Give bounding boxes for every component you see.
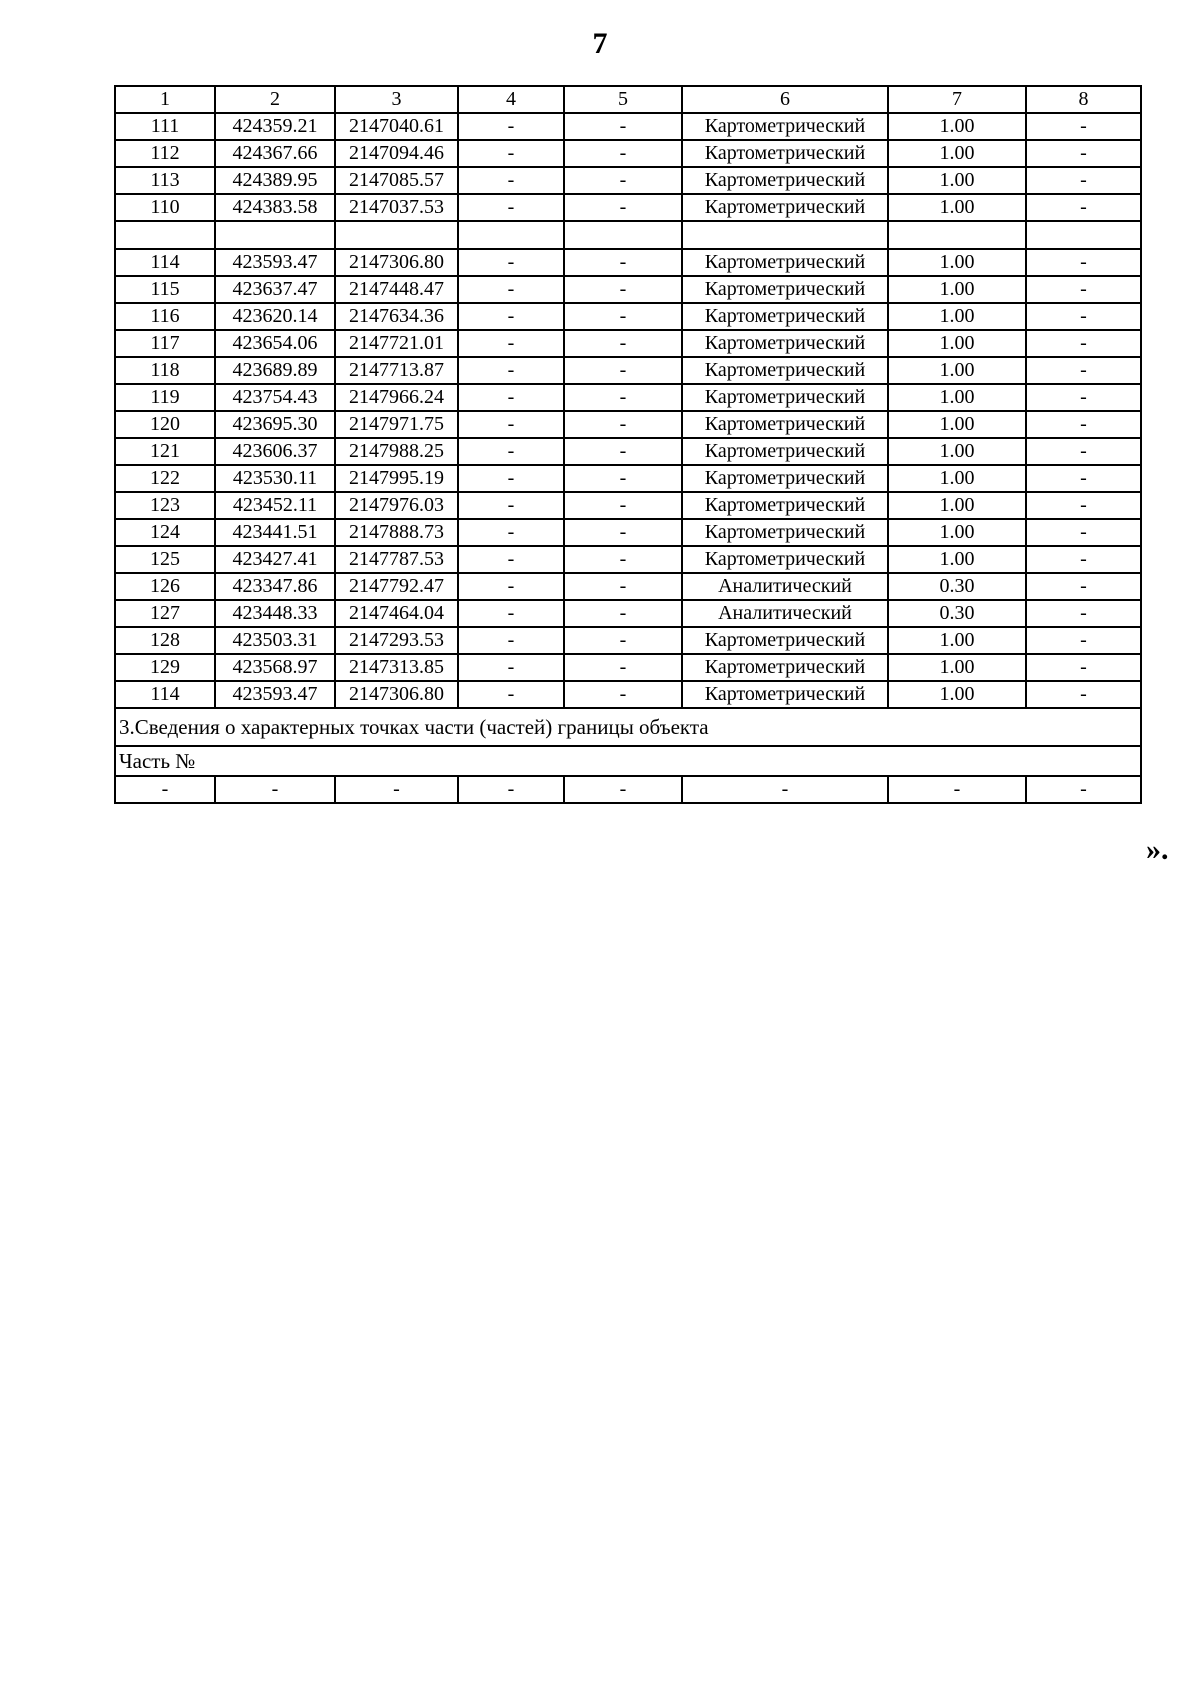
table-cell: 123 xyxy=(115,492,215,519)
table-cell: - xyxy=(458,546,564,573)
table-cell: 0.30 xyxy=(888,573,1026,600)
table-cell: 423695.30 xyxy=(215,411,335,438)
table-cell: 2147293.53 xyxy=(335,627,458,654)
table-cell: 118 xyxy=(115,357,215,384)
table-cell: 113 xyxy=(115,167,215,194)
table-row xyxy=(115,776,1141,803)
table-row xyxy=(115,627,1141,654)
table-row xyxy=(115,140,1141,167)
part-label-row xyxy=(115,746,1141,776)
table-cell: 1.00 xyxy=(888,167,1026,194)
table-cell: - xyxy=(1026,384,1141,411)
table-cell: 2147094.46 xyxy=(335,140,458,167)
table-cell: - xyxy=(1026,357,1141,384)
table-cell: - xyxy=(1026,249,1141,276)
table-cell: - xyxy=(1026,411,1141,438)
header-cell: 2 xyxy=(215,86,335,113)
table-cell: 2147040.61 xyxy=(335,113,458,140)
table-cell: 423754.43 xyxy=(215,384,335,411)
table-cell: 119 xyxy=(115,384,215,411)
closing-quote-mark: ». xyxy=(1146,833,1169,866)
table-cell: - xyxy=(1026,600,1141,627)
table-row xyxy=(115,465,1141,492)
header-cell: 5 xyxy=(564,86,682,113)
table-cell: 120 xyxy=(115,411,215,438)
table-cell: - xyxy=(458,113,564,140)
table-cell: - xyxy=(1026,276,1141,303)
header-cell: 6 xyxy=(682,86,888,113)
table-cell: - xyxy=(682,776,888,803)
table-cell: 2147713.87 xyxy=(335,357,458,384)
table-cell: - xyxy=(1026,681,1141,708)
table-cell: - xyxy=(458,330,564,357)
table-cell: 1.00 xyxy=(888,411,1026,438)
table-cell: Картометрический xyxy=(682,276,888,303)
table-cell: 121 xyxy=(115,438,215,465)
header-cell: 4 xyxy=(458,86,564,113)
table-cell: Картометрический xyxy=(682,303,888,330)
table-cell: Картометрический xyxy=(682,194,888,221)
table-cell: - xyxy=(458,681,564,708)
table-cell: - xyxy=(564,384,682,411)
table-cell: 110 xyxy=(115,194,215,221)
header-cell: 3 xyxy=(335,86,458,113)
table-cell: 125 xyxy=(115,546,215,573)
table-cell: - xyxy=(458,438,564,465)
table-cell: - xyxy=(564,438,682,465)
part-label: Часть № xyxy=(115,746,1141,776)
table-cell: - xyxy=(1026,627,1141,654)
table-row xyxy=(115,600,1141,627)
table-cell: - xyxy=(564,573,682,600)
table-cell: - xyxy=(1026,194,1141,221)
table-row xyxy=(115,357,1141,384)
table-cell: - xyxy=(1026,167,1141,194)
table-cell: 114 xyxy=(115,249,215,276)
table-cell: - xyxy=(564,654,682,681)
table-cell: 1.00 xyxy=(888,303,1026,330)
table-cell: Картометрический xyxy=(682,546,888,573)
table-cell: 423347.86 xyxy=(215,573,335,600)
table-cell: - xyxy=(215,776,335,803)
table-body xyxy=(115,86,1141,803)
table-cell: 1.00 xyxy=(888,384,1026,411)
table-cell: Картометрический xyxy=(682,113,888,140)
table-cell: 0.30 xyxy=(888,600,1026,627)
table-cell: - xyxy=(1026,519,1141,546)
blank-separator-row xyxy=(115,221,1141,249)
table-cell: 124 xyxy=(115,519,215,546)
table-cell: 127 xyxy=(115,600,215,627)
table-row xyxy=(115,681,1141,708)
table-cell: - xyxy=(458,249,564,276)
table-cell: - xyxy=(458,573,564,600)
table-cell: - xyxy=(564,546,682,573)
section-title-row xyxy=(115,708,1141,746)
table-cell: 112 xyxy=(115,140,215,167)
table-cell: - xyxy=(564,276,682,303)
table-cell: - xyxy=(458,519,564,546)
table-cell: Картометрический xyxy=(682,330,888,357)
table-cell: 424359.21 xyxy=(215,113,335,140)
table-cell: 423689.89 xyxy=(215,357,335,384)
table-cell: Картометрический xyxy=(682,681,888,708)
table-cell: 2147085.57 xyxy=(335,167,458,194)
table-cell: - xyxy=(1026,492,1141,519)
table-cell: 2147976.03 xyxy=(335,492,458,519)
table-cell: 114 xyxy=(115,681,215,708)
table-cell: 423503.31 xyxy=(215,627,335,654)
table-cell: - xyxy=(564,357,682,384)
table-cell: - xyxy=(564,519,682,546)
table-cell: - xyxy=(115,776,215,803)
table-cell: 2147988.25 xyxy=(335,438,458,465)
table-cell: 122 xyxy=(115,465,215,492)
table-cell: - xyxy=(458,492,564,519)
table-cell: - xyxy=(1026,573,1141,600)
header-cell: 8 xyxy=(1026,86,1141,113)
table-cell: 1.00 xyxy=(888,627,1026,654)
table-cell xyxy=(215,221,335,249)
table-cell: 2147306.80 xyxy=(335,681,458,708)
table-cell: 2147787.53 xyxy=(335,546,458,573)
table-cell: 1.00 xyxy=(888,546,1026,573)
table-cell: 2147888.73 xyxy=(335,519,458,546)
table-row xyxy=(115,303,1141,330)
table-cell: - xyxy=(458,357,564,384)
table-cell: - xyxy=(1026,546,1141,573)
table-cell: 1.00 xyxy=(888,357,1026,384)
table-cell: 2147464.04 xyxy=(335,600,458,627)
table-cell: 423606.37 xyxy=(215,438,335,465)
table-row xyxy=(115,167,1141,194)
table-cell: Аналитический xyxy=(682,573,888,600)
table-cell: - xyxy=(564,303,682,330)
table-cell: - xyxy=(1026,776,1141,803)
table-cell: Картометрический xyxy=(682,167,888,194)
table-cell: 1.00 xyxy=(888,492,1026,519)
table-cell: - xyxy=(888,776,1026,803)
table-cell: - xyxy=(564,330,682,357)
table-cell: 111 xyxy=(115,113,215,140)
table-cell: 1.00 xyxy=(888,654,1026,681)
table-cell: - xyxy=(1026,140,1141,167)
table-cell: 1.00 xyxy=(888,276,1026,303)
table-cell xyxy=(115,221,215,249)
table-cell: - xyxy=(564,600,682,627)
table-cell: Картометрический xyxy=(682,519,888,546)
table-cell: 423448.33 xyxy=(215,600,335,627)
table-cell: 2147037.53 xyxy=(335,194,458,221)
table-cell: 1.00 xyxy=(888,249,1026,276)
table-cell: 423452.11 xyxy=(215,492,335,519)
table-cell xyxy=(564,221,682,249)
table-cell: 115 xyxy=(115,276,215,303)
table-cell: Картометрический xyxy=(682,140,888,167)
table-cell: 2147995.19 xyxy=(335,465,458,492)
table-row xyxy=(115,654,1141,681)
table-cell: - xyxy=(458,465,564,492)
table-row xyxy=(115,492,1141,519)
table-cell: 423654.06 xyxy=(215,330,335,357)
table-cell: - xyxy=(564,249,682,276)
table-cell: Картометрический xyxy=(682,465,888,492)
table-cell: 423568.97 xyxy=(215,654,335,681)
table-row xyxy=(115,411,1141,438)
header-cell: 7 xyxy=(888,86,1026,113)
table-cell: - xyxy=(335,776,458,803)
table-cell: Картометрический xyxy=(682,411,888,438)
page-number: 7 xyxy=(592,27,608,60)
table-cell: - xyxy=(564,776,682,803)
table-cell: - xyxy=(1026,113,1141,140)
table-row xyxy=(115,113,1141,140)
table-cell: - xyxy=(458,384,564,411)
table-cell: Картометрический xyxy=(682,438,888,465)
table-cell: - xyxy=(1026,330,1141,357)
table-row xyxy=(115,546,1141,573)
table-cell: - xyxy=(1026,465,1141,492)
table-cell: - xyxy=(458,167,564,194)
table-cell: Картометрический xyxy=(682,492,888,519)
table-cell: 1.00 xyxy=(888,113,1026,140)
table-cell: - xyxy=(564,411,682,438)
table-cell: 2147313.85 xyxy=(335,654,458,681)
table-cell: - xyxy=(458,303,564,330)
table-row xyxy=(115,249,1141,276)
table-cell: 117 xyxy=(115,330,215,357)
table-cell: 423593.47 xyxy=(215,681,335,708)
table-cell: 424389.95 xyxy=(215,167,335,194)
table-cell: 1.00 xyxy=(888,465,1026,492)
table-row xyxy=(115,384,1141,411)
table-cell: - xyxy=(458,654,564,681)
table-cell: 424383.58 xyxy=(215,194,335,221)
table-cell: 2147634.36 xyxy=(335,303,458,330)
table-cell: - xyxy=(458,140,564,167)
table-cell: - xyxy=(564,627,682,654)
table-cell: - xyxy=(1026,438,1141,465)
table-cell: - xyxy=(1026,303,1141,330)
table-cell: 129 xyxy=(115,654,215,681)
table-cell xyxy=(682,221,888,249)
table-cell: 424367.66 xyxy=(215,140,335,167)
table-row xyxy=(115,330,1141,357)
table-cell xyxy=(458,221,564,249)
section-title: 3.Сведения о характерных точках части (частей) границы объекта xyxy=(115,708,1141,746)
table-cell: 2147448.47 xyxy=(335,276,458,303)
table-cell: 2147306.80 xyxy=(335,249,458,276)
table-cell: 1.00 xyxy=(888,438,1026,465)
table-row xyxy=(115,519,1141,546)
table-cell: - xyxy=(458,600,564,627)
table-cell: - xyxy=(564,681,682,708)
table-cell: 2147966.24 xyxy=(335,384,458,411)
table-cell: - xyxy=(564,167,682,194)
table-cell: - xyxy=(458,194,564,221)
table-row xyxy=(115,276,1141,303)
table-cell: - xyxy=(458,627,564,654)
table-cell: 2147971.75 xyxy=(335,411,458,438)
table-cell: Картометрический xyxy=(682,654,888,681)
table-cell: Картометрический xyxy=(682,627,888,654)
header-cell: 1 xyxy=(115,86,215,113)
table-cell: - xyxy=(564,194,682,221)
table-cell: 1.00 xyxy=(888,140,1026,167)
table-cell: - xyxy=(564,492,682,519)
table-cell: - xyxy=(458,776,564,803)
table-cell: - xyxy=(564,465,682,492)
table-cell: 126 xyxy=(115,573,215,600)
table-cell: Картометрический xyxy=(682,384,888,411)
table-cell: Картометрический xyxy=(682,249,888,276)
table-cell: - xyxy=(564,113,682,140)
table-cell: 1.00 xyxy=(888,330,1026,357)
table-row xyxy=(115,194,1141,221)
table-cell: 423620.14 xyxy=(215,303,335,330)
table-cell: 423530.11 xyxy=(215,465,335,492)
table-cell: 423427.41 xyxy=(215,546,335,573)
table-cell: 128 xyxy=(115,627,215,654)
table-cell: 116 xyxy=(115,303,215,330)
table-cell xyxy=(335,221,458,249)
table-cell: - xyxy=(458,276,564,303)
table-header-row xyxy=(115,86,1141,113)
table-cell xyxy=(888,221,1026,249)
table-cell xyxy=(1026,221,1141,249)
table-row xyxy=(115,438,1141,465)
table-cell: - xyxy=(458,411,564,438)
table-cell: - xyxy=(564,140,682,167)
table-cell: 2147792.47 xyxy=(335,573,458,600)
table-cell: 2147721.01 xyxy=(335,330,458,357)
table-cell: 1.00 xyxy=(888,519,1026,546)
table-cell: Картометрический xyxy=(682,357,888,384)
table-cell: 1.00 xyxy=(888,681,1026,708)
coordinates-table xyxy=(114,85,1142,804)
table-cell: - xyxy=(1026,654,1141,681)
table-cell: Аналитический xyxy=(682,600,888,627)
table-row xyxy=(115,573,1141,600)
table-cell: 423637.47 xyxy=(215,276,335,303)
table-cell: 1.00 xyxy=(888,194,1026,221)
table-cell: 423593.47 xyxy=(215,249,335,276)
table-cell: 423441.51 xyxy=(215,519,335,546)
